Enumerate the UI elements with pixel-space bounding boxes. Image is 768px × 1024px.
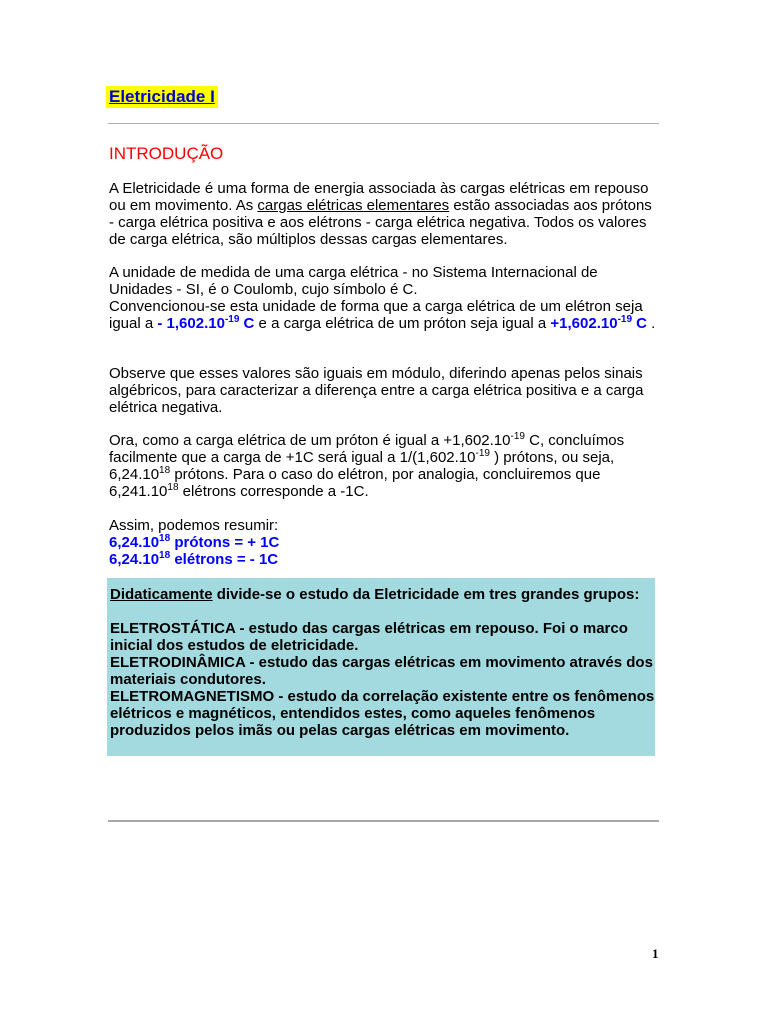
study-groups-box <box>107 578 655 756</box>
paragraph-2 <box>109 264 659 332</box>
box-item-electrostatics: ELETROSTÁTICA - estudo das cargas elétricas em repouso. Foi o marco inicial dos estudos de eletricidade. <box>110 620 628 654</box>
paragraph-4 <box>109 432 659 500</box>
box-intro-underlined: Didaticamente <box>110 586 213 603</box>
p4-text-b: C, concluímos facilmente que a carga de +1C será igual a 1/(1,602.10 <box>109 432 625 466</box>
p1-underlined: cargas elétricas elementares <box>257 197 450 214</box>
p4-text-a: Ora, como a carga elétrica de um próton é igual a +1,602.10 <box>109 432 511 449</box>
electron-charge <box>157 315 254 332</box>
electron-charge-unit: C <box>239 315 255 332</box>
p4-text-e: elétrons corresponde a -1C. <box>178 483 369 500</box>
page-number: 1 <box>652 946 659 961</box>
p2-line-a: A unidade de medida de uma carga elétrica - no Sistema Internacional de Unidades - SI, é o Coulomb, cujo símbolo é C. <box>109 264 598 298</box>
summary-protons-base: 6,24.10 <box>109 534 160 551</box>
electron-charge-exp: -19 <box>224 314 240 325</box>
p4-exp-b: -19 <box>475 448 490 459</box>
p2-text-c: e a carga elétrica de um próton seja igual a <box>254 315 551 332</box>
summary <box>109 517 659 568</box>
p2-text-d: . <box>647 315 656 332</box>
electron-charge-base: - 1,602.10 <box>157 315 225 332</box>
page-title: Eletricidade I <box>106 86 218 108</box>
summary-protons-rest: prótons = + 1C <box>170 534 280 551</box>
box-item-electromagnetism: ELETROMAGNETISMO - estudo da correlação existente entre os fenômenos elétricos e magnéticos, entendidos estes, como aqueles fenômenos produzidos pelos imãs ou pelas cargas elétricas em movimento. <box>110 688 655 739</box>
p4-exp-d: 18 <box>167 482 179 493</box>
proton-charge-base: +1,602.10 <box>550 315 618 332</box>
p4-exp-c: 18 <box>159 465 171 476</box>
proton-charge-exp: -19 <box>617 314 633 325</box>
summary-protons <box>109 534 659 551</box>
title-wrap <box>106 86 218 108</box>
summary-electrons <box>109 551 659 568</box>
p1-text-b: estão associadas aos prótons - carga elétrica positiva e aos elétrons - carga elétrica negativa. Todos os valores de carga elétrica, são múltiplos dessas cargas elementares. <box>109 197 652 248</box>
p4-exp-a: -19 <box>510 431 525 442</box>
p2-text-b: Convencionou-se esta unidade de forma que a carga elétrica de um elétron seja igual a <box>109 298 643 332</box>
section-heading: INTRODUÇÃO <box>109 144 224 163</box>
paragraph-3 <box>109 365 659 416</box>
box-intro <box>110 586 655 603</box>
bottom-divider <box>108 820 659 822</box>
summary-intro: Assim, podemos resumir: <box>109 517 279 534</box>
summary-electrons-rest: elétrons = - 1C <box>170 551 279 568</box>
summary-protons-exp: 18 <box>159 533 171 544</box>
p1-text-a: A Eletricidade é uma forma de energia associada às cargas elétricas em repouso ou em movimento. As <box>109 180 649 214</box>
p4-text-d: prótons. Para o caso do elétron, por analogia, concluiremos que 6,241.10 <box>109 466 601 500</box>
p3-text: Observe que esses valores são iguais em módulo, diferindo apenas pelos sinais algébricos, para caracterizar a diferença entre a carga elétrica positiva e a carga elétrica negativa. <box>109 365 644 416</box>
summary-electrons-base: 6,24.10 <box>109 551 160 568</box>
paragraph-1 <box>109 180 659 248</box>
summary-electrons-exp: 18 <box>159 550 171 561</box>
box-intro-rest: divide-se o estudo da Eletricidade em tres grandes grupos: <box>212 586 640 603</box>
proton-charge-unit: C <box>632 315 648 332</box>
proton-charge <box>550 315 647 332</box>
box-item-electrodynamics: ELETRODINÂMICA - estudo das cargas elétricas em movimento através dos materiais condutores. <box>110 654 653 688</box>
top-divider <box>108 123 659 124</box>
p4-text-c: ) prótons, ou seja, 6,24.10 <box>109 449 615 483</box>
